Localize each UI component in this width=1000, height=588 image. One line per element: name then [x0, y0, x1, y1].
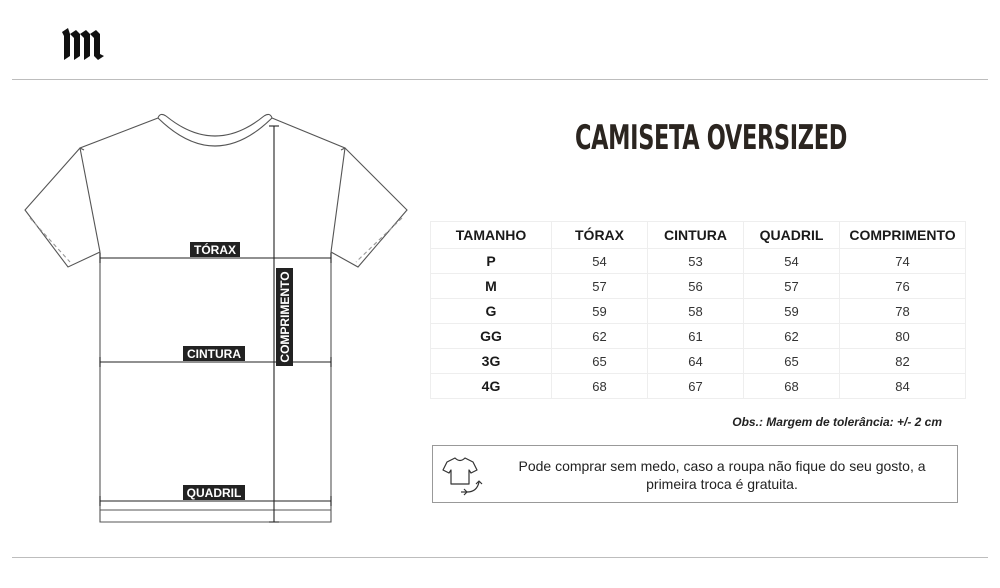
svg-text:CINTURA: CINTURA	[187, 347, 241, 361]
table-cell: 65	[552, 349, 648, 374]
table-cell: 82	[840, 349, 966, 374]
tolerance-note: Obs.: Margem de tolerância: +/- 2 cm	[732, 415, 942, 429]
size-cell: 3G	[431, 349, 552, 374]
table-cell: 65	[744, 349, 840, 374]
column-header: CINTURA	[648, 222, 744, 249]
column-header: COMPRIMENTO	[840, 222, 966, 249]
exchange-notice-text	[489, 457, 955, 493]
size-cell: G	[431, 299, 552, 324]
table-row	[431, 274, 966, 299]
size-chart-table	[430, 221, 966, 399]
table-cell: 58	[648, 299, 744, 324]
size-cell: M	[431, 274, 552, 299]
table-cell: 62	[744, 324, 840, 349]
column-header: QUADRIL	[744, 222, 840, 249]
table-cell: 84	[840, 374, 966, 399]
table-cell: 74	[840, 249, 966, 274]
table-cell: 59	[552, 299, 648, 324]
product-title: CAMISETA OVERSIZED	[575, 118, 848, 158]
exchange-notice-line2: primeira troca é gratuita.	[646, 476, 798, 492]
table-cell: 57	[552, 274, 648, 299]
table-cell: 68	[744, 374, 840, 399]
table-cell: 53	[648, 249, 744, 274]
footer-divider	[12, 557, 988, 558]
table-cell: 67	[648, 374, 744, 399]
exchange-notice-box	[432, 445, 958, 503]
svg-text:COMPRIMENTO: COMPRIMENTO	[278, 271, 292, 363]
table-cell: 54	[552, 249, 648, 274]
length-label	[276, 268, 293, 366]
tshirt-measurement-diagram	[20, 110, 415, 530]
chest-label	[190, 242, 240, 257]
tshirt-exchange-icon	[441, 452, 485, 498]
table-cell: 62	[552, 324, 648, 349]
table-cell: 61	[648, 324, 744, 349]
table-row	[431, 374, 966, 399]
table-cell: 64	[648, 349, 744, 374]
table-row	[431, 299, 966, 324]
size-cell: GG	[431, 324, 552, 349]
table-cell: 76	[840, 274, 966, 299]
size-cell: P	[431, 249, 552, 274]
table-row	[431, 249, 966, 274]
column-header: TÓRAX	[552, 222, 648, 249]
table-cell: 56	[648, 274, 744, 299]
column-header: TAMANHO	[431, 222, 552, 249]
waist-label	[183, 346, 245, 361]
brand-logo-icon	[60, 26, 106, 62]
table-cell: 78	[840, 299, 966, 324]
table-cell: 80	[840, 324, 966, 349]
table-cell: 59	[744, 299, 840, 324]
hip-label	[183, 485, 245, 500]
header-divider	[12, 79, 988, 80]
table-cell: 57	[744, 274, 840, 299]
table-cell: 54	[744, 249, 840, 274]
table-row	[431, 324, 966, 349]
svg-text:QUADRIL: QUADRIL	[186, 486, 242, 500]
table-header-row	[431, 222, 966, 249]
svg-text:TÓRAX: TÓRAX	[194, 243, 236, 257]
size-cell: 4G	[431, 374, 552, 399]
table-row	[431, 349, 966, 374]
table-cell: 68	[552, 374, 648, 399]
exchange-notice-line1: Pode comprar sem medo, caso a roupa não fique do seu gosto, a	[518, 458, 926, 474]
